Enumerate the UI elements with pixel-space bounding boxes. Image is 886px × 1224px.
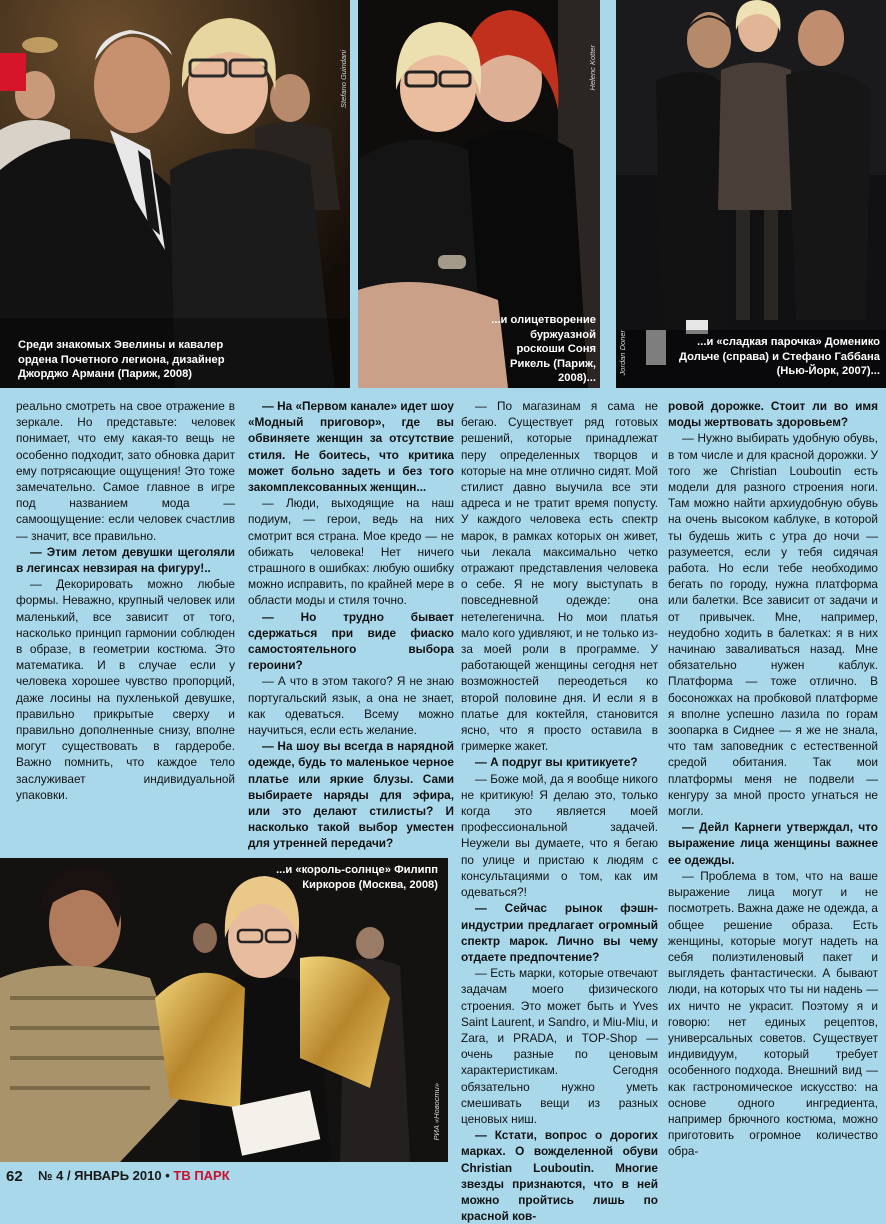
photo-dg-image (616, 0, 886, 388)
paragraph: реально смотреть на свое отражение в зеркале. Но представьте: человек понимает, что ему какая-то вещь не особенно подходит, зато обновка дарит ему потрясающие ощущения! Это тоже замечательно. Самое главное в игре под названием мода — самоощущение: если человек счастлив — значит, все правильно. (16, 399, 235, 543)
paragraph: — Проблема в том, что на ваше выражение лица могут и не посмотреть. Важна даже не одежда, а общее решение образа. Есть женщины, которые могут надеть на себя полиэтиленовый пакет и выглядеть фантастически. А бывают люди, на которых что ты ни надень — их ничто не украсит. Поэтому я и говорю: нет единых рецептов, универсальных советов. Существует индивидуум, который требует особенного подхода. Внешний вид — как гастрономическое искусство: на основе одного ингредиента, например брючного костюма, можно приготовить огромное количество обра- (668, 868, 878, 1159)
magazine-brand: ТВ ПАРК (173, 1168, 230, 1183)
photo-credit: Helenc Kotter (588, 45, 597, 91)
text-column-1 (16, 398, 235, 803)
photo-armani-image (0, 0, 350, 388)
question: — А подруг вы критикуете? (475, 755, 638, 770)
issue-text: № 4 / ЯНВАРЬ 2010 • (38, 1168, 170, 1183)
text-column-3 (461, 398, 658, 1224)
photo-kirkorov-image (0, 858, 448, 1162)
question: — Сейчас рынок фэшн-индустрии предлагает огромный спектр марок. Лично вы чему отдаете предпочтение? (461, 901, 658, 964)
paragraph: — Декорировать можно любые формы. Неважно, крупный человек или маленький, все зависит от того, насколько принцип гармонии соблюден в образе, в геометрии костюма. Это математика. И в случае если у человека хорошее чувство пропорций, даже лосины на пухленькой девушке, правильно прикрытые сверху и правильно дополненные снизу, вполне могут существовать в гардеробе. Важно помнить, что каждое тело заслуживает индивидуальной упаковки. (16, 577, 235, 802)
question: — Кстати, вопрос о дорогих марках. О вожделенной обуви Christian Louboutin. Многие звезды признаются, что в ней можно пройтись лишь по красной ков- (461, 1128, 658, 1224)
paragraph: — Люди, выходящие на наш подиум, — герои, ведь на них смотрит вся страна. Мое кредо — не обижать человека! Нет ничего страшного в ошибках: любую ошибку можно исправить, по крайней мере в области моды и стиля точно. (248, 496, 454, 608)
photo-caption: ...и «король-солнце» Филипп Киркоров (Москва, 2008) (276, 864, 438, 891)
text-column-2 (248, 398, 454, 852)
question: — Но трудно бывает сдержаться при виде фиаско самостоятельного выбора героини? (248, 609, 454, 673)
photo-credit: Jordan Doner (618, 330, 627, 376)
question: — На «Первом канале» идет шоу «Модный приговор», где вы обвиняете женщин за отсутствие стиля. Не боитесь, что критика может больно задеть и без того закомплексованных женщин... (248, 399, 454, 495)
photo-caption: ...и олицетворение буржуазной роскоши Соня Рикель (Париж, 2008)... (491, 314, 596, 385)
paragraph: — Боже мой, да я вообще никого не критикую! Я делаю это, только когда это является моей профессиональной задачей. Неужели вы думаете, что я бегаю по улице и пристаю к людям с консультациями о том, как им одеваться?! (461, 771, 658, 900)
paragraph: — А что в этом такого? Я не знаю португальский язык, а она не знает, как одеваться. Всему можно научиться, если есть желание. (248, 674, 454, 738)
question: — Этим летом девушки щеголяли в легинсах невзирая на фигуру!.. (16, 544, 235, 576)
photo-rykiel (358, 0, 600, 388)
section-marker (0, 53, 26, 91)
question: ровой дорожке. Стоит ли во имя моды жертвовать здоровьем? (668, 399, 878, 430)
question: — Дейл Карнеги утверждал, что выражение лица женщины важнее ее одежды. (668, 820, 878, 867)
question: — На шоу вы всегда в нарядной одежде, будь то маленькое черное платье или яркие блузы. Сами выбираете наряды для эфира, или это делают стилисты? И насколько такой выбор уместен для утренней передачи? (248, 739, 454, 851)
photo-caption: Среди знакомых Эвелины и кавалер ордена Почетного легиона, дизайнер Джорджо Армани (Париж, 2008) (18, 339, 225, 381)
photo-credit: Stefano Guindani (339, 50, 348, 108)
photo-caption: ...и «сладкая парочка» Доменико Дольче (справа) и Стефано Габбана (Нью-Йорк, 2007)... (679, 336, 880, 378)
photo-credit: РИА «Новости» (432, 1083, 441, 1141)
page-number: 62 (6, 1168, 23, 1185)
paragraph: — Нужно выбирать удобную обувь, в том числе и для красной дорожки. У того же Christian Louboutin есть модели для разного строения ноги. Там можно найти архиудобную обувь на очень высоком каблуке, в которой ты будешь жить с утра до ночи — разумеется, если у тебя сидячая работа. Но если тебе необходимо бегать по городу, нужна платформа или балетки. Все зависит от задачи и от привычек. Мне, например, неудобно ходить в балетках: я в них начинаю заваливаться назад. Мне обязательно нужен каблук. Платформа — тоже отлично. В босоножках на пробковой платформе я вполне успешно лазила по горам зоопарка в Сиднее — я же не знала, что там заповедник с естественной средой обитания. Так мои платформы меня не подвели — кенгуру за мной просто угнаться не могли. (668, 431, 878, 819)
text-column-4 (668, 398, 878, 1160)
paragraph: — Есть марки, которые отвечают задачам моего физического строения. Это может быть и Yves Saint Laurent, и Sandro, и Miu-Miu, и Zara, и PRADA, и TOP-Shop — очень разные по ценовым характеристикам. Сегодня обязательно нужно уметь смешивать вещи из разных ценовых ниш. (461, 966, 658, 1126)
photo-kirkorov (0, 858, 448, 1162)
paragraph: — По магазинам я сама не бегаю. Существует ряд готовых решений, которые принадлежат перу определенных творцов и которые на мне отлично сидят. Мой стилист давно выучила все эти адреса и не тратит время попусту. У каждого человека есть спектр марок, в рамках которых он живет, чьи лекала максимально четко отражают представления человека о себе. Я не могу выступать в повседневной одежде: она нетелегенична. Но мои платья мало кого удивляют, и не только из-за моей роли в программе. У работающей женщины сегодня нет возможностей переодеться ко второй половине дня. И если я в платье для коктейля, становится ясно, что я просто оставила в гримерке жакет. (461, 399, 658, 754)
photo-dolce-gabbana (616, 0, 886, 388)
issue-label (38, 1168, 230, 1183)
photo-armani (0, 0, 350, 388)
